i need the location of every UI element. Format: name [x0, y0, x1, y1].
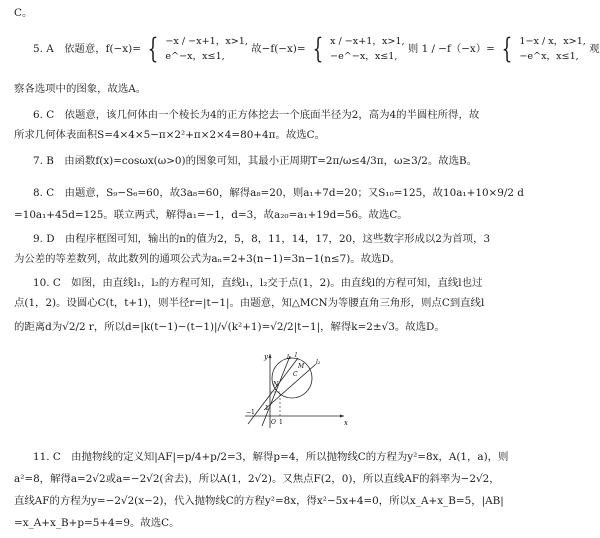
label-one-x: 1	[279, 419, 283, 426]
label-l1: l₁	[287, 354, 292, 361]
q5-line1	[33, 34, 600, 64]
q5-middle: 故−f(−x)=	[251, 43, 306, 55]
q6-line2: 所求几何体表面积S=4×4×5−π×2²+π×2×4=80+4π。故选C。	[14, 129, 325, 141]
label-one-y: 1	[265, 405, 269, 412]
q6-line1: 6. C 依题意，该几何体由一个棱长为4的正方体挖去一个底面半径为2，高为4的半圆柱所得，故	[33, 109, 480, 121]
q7-line1: 7. B 由函数f(x)=cosωx(ω>0)的图象可知，其最小正周期T=2π/ω≤4/3π，ω≥3/2。故选B。	[33, 155, 478, 167]
q11-line3: 直线AF的方程为y=−2√2(x−2)，代入抛物线C的方程y²=8x，得x²−5x+4=0，所以x_A+x_B=5，|AB|	[14, 495, 504, 507]
q5-case-block-1	[165, 34, 248, 64]
q5-case-2b: −e^−x，x≤1,	[330, 51, 398, 62]
line-l1	[248, 358, 298, 424]
q5-case-1a: −x / −x+1，x>1,	[165, 36, 248, 47]
q5-case-3b: −e^x，x≤1,	[519, 51, 579, 62]
y-axis-arrow-icon	[269, 354, 272, 358]
brace-icon: {	[147, 32, 159, 65]
q8-line2: =10a₁+45d=125。联立两式，解得a₁=−1，d=3，故a₂₀=a₁+19d=56。故选C。	[14, 209, 408, 221]
q5-case-block-2	[330, 34, 405, 64]
label-l2: l₂	[316, 359, 321, 366]
line-l	[264, 364, 316, 410]
label-m: M	[298, 363, 305, 370]
q5-intro: 5. A 依题意，f(−x)=	[33, 43, 141, 55]
x-axis-arrow-icon	[340, 415, 344, 418]
geometry-figure	[240, 350, 350, 430]
label-neg-one: −1	[246, 409, 255, 416]
brace-icon: {	[501, 32, 513, 65]
q11-line4: =x_A+x_B+p=5+4=9。故选C。	[14, 517, 180, 529]
q5-line2: 察各选项中的图象，故选A。	[14, 83, 147, 95]
x-label: x	[344, 419, 348, 427]
q5-case-block-3	[519, 34, 586, 64]
q9-line2: 为公差的等差数列，故此数列的通项公式为aₙ=2+3(n−1)=3n−1(n≤7)。故选D。	[14, 253, 401, 265]
q10-line1: 10. C 如图，由直线l₁，l₂的方程可知，直线l₁，l₂交于点(1，2)。由直线l的方程可知，直线l也过	[33, 277, 483, 289]
q11-line2: a²=8，解得a=2√2或a=−2√2(舍去)，所以A(1，2√2)。又焦点F(2，0)，所以直线AF的斜率为−2√2，	[14, 473, 500, 485]
q10-line2: 点(1，2)。设圆心C(t，t+1)，则半径r=|t−1|。由题意，知△MCN为等腰直角三角形，则点C到直线l	[14, 297, 485, 309]
q5-observe: 观	[589, 43, 600, 55]
q9-line1: 9. D 由程序框图可知，输出的n的值为2，5，8，11，14，17，20，这些数字形成以2为首项，3	[33, 233, 491, 245]
q5-case-3a: 1−x / x，x>1,	[519, 36, 586, 47]
q11-line1: 11. C 由抛物线的定义知|AF|=p/4+p/2=3，解得p=4，所以抛物线C的方程为y²=8x，A(1，a)，则	[33, 451, 509, 463]
brace-icon: {	[312, 32, 324, 65]
q5-case-1b: e^−x，x≤1,	[165, 51, 225, 62]
q5-then: 则 1 / −f（−x）=	[407, 43, 495, 55]
label-n: N	[273, 381, 279, 388]
y-label: y	[264, 353, 268, 361]
q5-case-2a: x / −x+1，x>1,	[330, 36, 405, 47]
q10-line3: 的距离d为√2/2 r，所以d=|k(t−1)−(t−1)|/√(k²+1)=√2/2|t−1|，解得k=2±√3。故选D。	[14, 321, 445, 333]
label-c: C	[293, 371, 298, 378]
answer-fragment: C。	[14, 7, 33, 19]
q8-line1: 8. C 由题意，S₉−S₆=60，故3a₈=60，解得a₈=20，则a₁+7d=20；又S₁₀=125，故10a₁+10×9/2 d	[33, 187, 524, 199]
label-o: O	[271, 419, 276, 426]
label-l: l	[295, 352, 297, 359]
